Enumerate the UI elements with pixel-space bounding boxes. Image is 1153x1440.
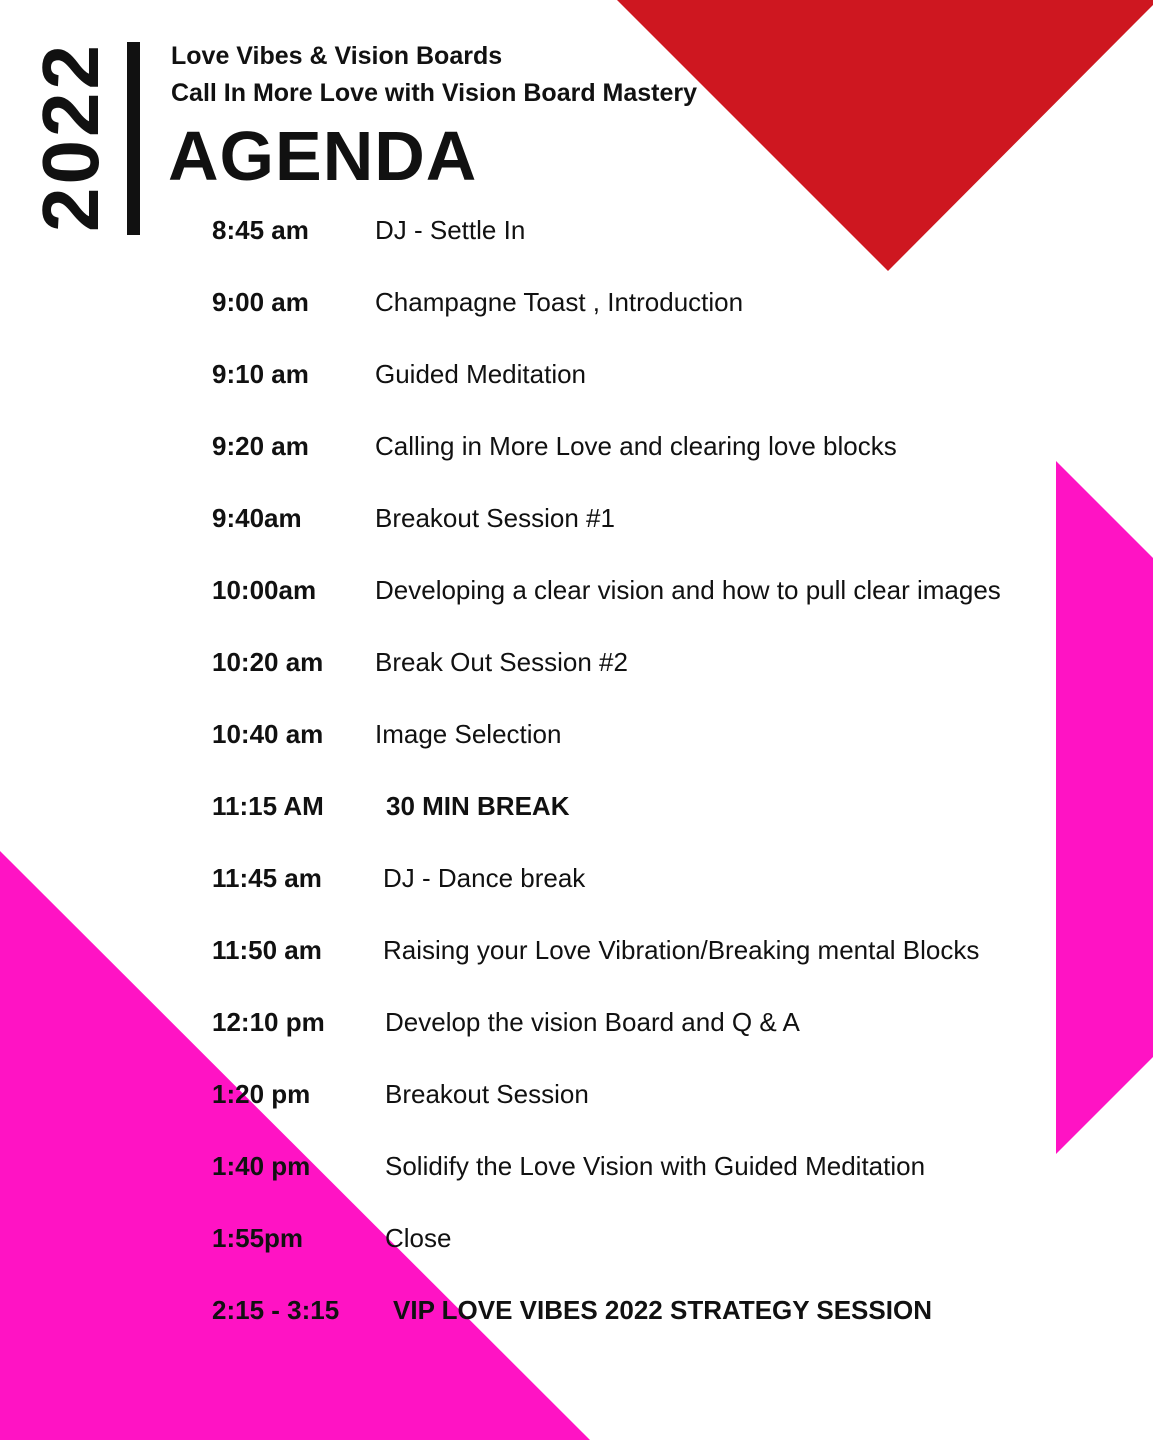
agenda-activity: Solidify the Love Vision with Guided Meditation <box>385 1151 926 1181</box>
agenda-activity: DJ - Dance break <box>383 863 586 893</box>
page-title: AGENDA <box>168 117 478 195</box>
agenda-activity: Raising your Love Vibration/Breaking mental Blocks <box>383 935 980 965</box>
agenda-time: 9:10 am <box>212 359 309 389</box>
agenda-time: 1:40 pm <box>212 1151 311 1181</box>
agenda-row <box>0 1294 1153 1334</box>
agenda-row <box>0 574 1153 614</box>
agenda-activity: Breakout Session #1 <box>375 503 615 533</box>
agenda-time: 11:45 am <box>212 863 322 893</box>
agenda-time: 1:20 pm <box>212 1079 311 1109</box>
agenda-activity: DJ - Settle In <box>375 215 526 245</box>
agenda-row <box>0 1006 1153 1046</box>
agenda-time: 11:15 AM <box>212 791 324 821</box>
agenda-time: 9:40am <box>212 503 302 533</box>
agenda-row <box>0 646 1153 686</box>
agenda-row <box>0 1222 1153 1262</box>
agenda-activity: Breakout Session <box>385 1079 589 1109</box>
agenda-activity: Guided Meditation <box>375 359 587 389</box>
event-tagline: Call In More Love with Vision Board Mastery <box>171 79 698 107</box>
agenda-row <box>0 718 1153 758</box>
agenda-time: 11:50 am <box>212 935 322 965</box>
agenda-time: 8:45 am <box>212 215 309 245</box>
agenda-time: 9:00 am <box>212 287 309 317</box>
agenda-row <box>0 1078 1153 1118</box>
agenda-row <box>0 862 1153 902</box>
agenda-time: 1:55pm <box>212 1223 304 1253</box>
agenda-row <box>0 1150 1153 1190</box>
agenda-row <box>0 430 1153 470</box>
agenda-row <box>0 502 1153 542</box>
agenda-activity: Close <box>385 1223 452 1253</box>
agenda-activity: Develop the vision Board and Q & A <box>385 1007 800 1037</box>
agenda-time: 9:20 am <box>212 431 309 461</box>
agenda-time: 10:40 am <box>212 719 324 749</box>
agenda-activity: Image Selection <box>375 719 562 749</box>
agenda-activity: Champagne Toast , Introduction <box>375 287 744 317</box>
agenda-row <box>0 358 1153 398</box>
year-label: 2022 <box>26 42 115 232</box>
agenda-time: 12:10 pm <box>212 1007 325 1037</box>
event-name: Love Vibes & Vision Boards <box>171 42 503 70</box>
agenda-activity: Break Out Session #2 <box>375 647 628 677</box>
agenda-activity: Calling in More Love and clearing love blocks <box>375 431 897 461</box>
agenda-row <box>0 934 1153 974</box>
agenda-time: 10:20 am <box>212 647 324 677</box>
agenda-row <box>0 214 1153 254</box>
agenda-activity: Developing a clear vision and how to pull clear images <box>375 575 1001 605</box>
agenda-row <box>0 286 1153 326</box>
divider-bar <box>127 42 140 235</box>
agenda-time: 10:00am <box>212 575 317 605</box>
agenda-activity: VIP LOVE VIBES 2022 STRATEGY SESSION <box>393 1295 932 1325</box>
agenda-activity: 30 MIN BREAK <box>386 791 570 821</box>
agenda-time: 2:15 - 3:15 <box>212 1295 340 1325</box>
agenda-row <box>0 790 1153 830</box>
